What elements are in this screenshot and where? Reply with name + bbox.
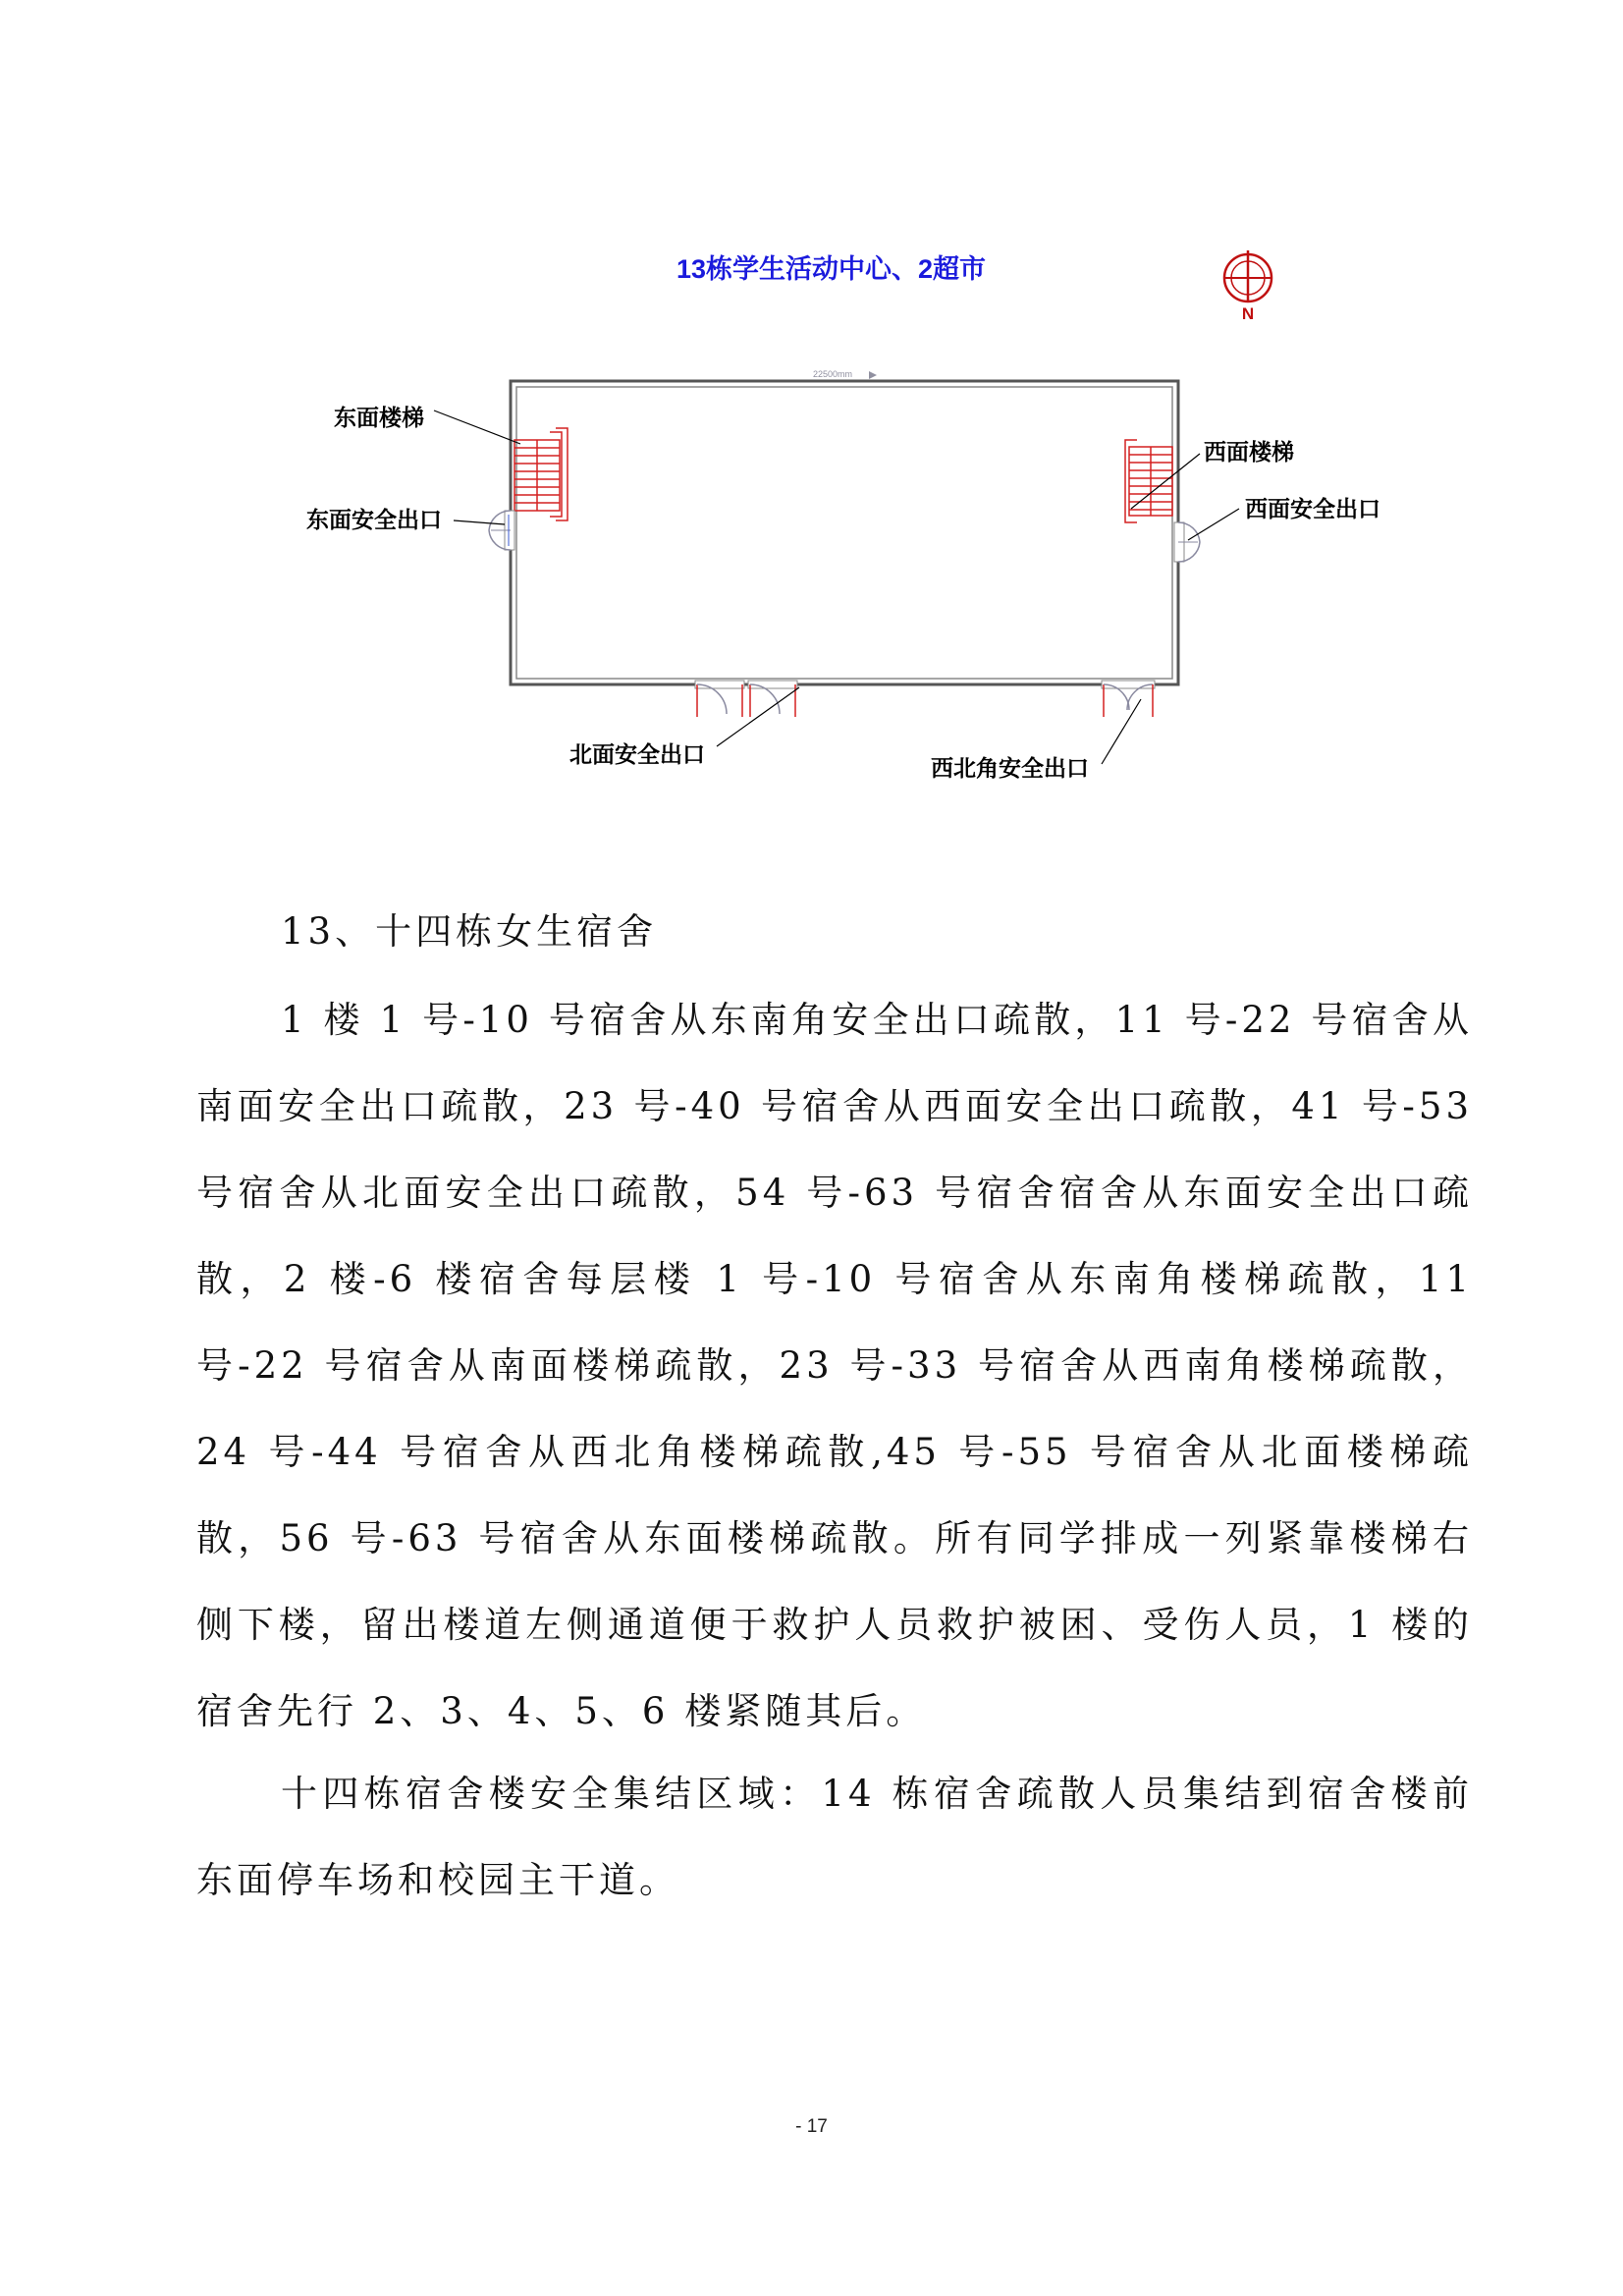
east-stairs-symbol: [514, 428, 568, 520]
page-number: - 17: [795, 2116, 828, 2137]
building-outline: [511, 381, 1178, 684]
label-west-stairs: 西面楼梯: [1204, 440, 1294, 465]
section-heading: 13、十四栋女生宿舍: [281, 910, 658, 953]
label-east-stairs: 东面楼梯: [334, 406, 424, 431]
dimension-label: 22500mm: [813, 369, 853, 379]
north-exit-door-icon: [695, 681, 797, 717]
label-east-exit: 东面安全出口: [306, 508, 442, 533]
compass-icon: [1224, 250, 1271, 323]
label-west-exit: 西面安全出口: [1245, 497, 1380, 522]
compass-north-label: N: [1241, 304, 1255, 323]
assembly-area-paragraph: 十四栋宿舍楼安全集结区域：14 栋宿舍疏散人员集结到宿舍楼前东面停车场和校园主干道。: [196, 1773, 1473, 1901]
evacuation-paragraph: 1 楼 1 号-10 号宿舍从东南角安全出口疏散，11 号-22 号宿舍从南面安全出口疏散，23 号-40 号宿舍从西面安全出口疏散，41 号-53 号宿舍从北面安全出口疏散，54 号-63 号宿舍宿舍从东面安全出口疏散，2 楼-6 楼宿舍每层楼 1 号-10 号宿舍从东南角楼梯疏散，11 号-22 号宿舍从南面楼梯疏散，23 号-33 号宿舍从西南角楼梯疏散，24 号-44 号宿舍从西北角楼梯疏散,45 号-55 号宿舍从北面楼梯疏散，56 号-63 号宿舍从东面楼梯疏散。所有同学排成一列紧靠楼梯右侧下楼，留出楼道左侧通道便于救护人员救护被困、受伤人员，1 楼的宿舍先行 2、3、4、5、6 楼紧随其后。: [196, 999, 1473, 1732]
floorplan-diagram: [0, 0, 1623, 884]
west-exit-door-icon: [1174, 522, 1200, 562]
dimension-arrow-icon: [869, 371, 877, 379]
east-exit-door-icon: [489, 511, 514, 550]
label-north-exit: 北面安全出口: [569, 742, 705, 768]
northwest-exit-door-icon: [1102, 681, 1155, 717]
floorplan-title-text: 13栋学生活动中心、2超市: [676, 254, 987, 284]
label-northwest-exit: 西北角安全出口: [931, 756, 1089, 782]
